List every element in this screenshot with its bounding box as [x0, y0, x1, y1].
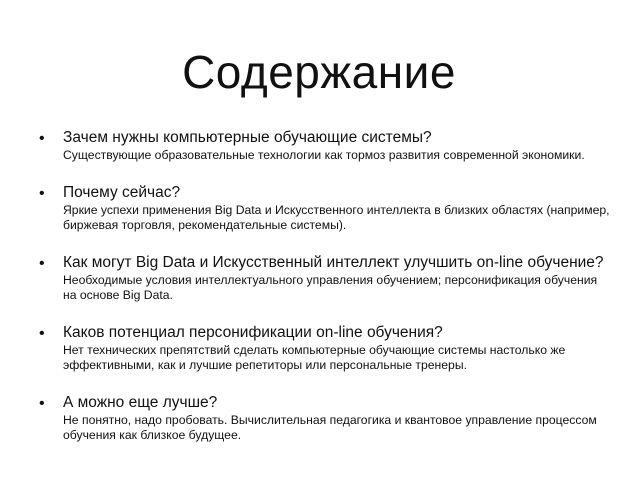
item-description: Не понятно, надо пробовать. Вычислительная педагогика и квантовое управление процессом обучения как близкое будущее. — [63, 412, 597, 442]
item-heading: Как могут Big Data и Искусственный интеллект улучшить on-line обучение? — [63, 253, 604, 271]
bullet-list — [38, 128, 613, 463]
bullet-icon: • — [39, 184, 45, 202]
bullet-icon: • — [39, 324, 45, 342]
item-heading: Зачем нужны компьютерные обучающие системы? — [63, 129, 432, 146]
item-description: Яркие успехи применения Big Data и Искусственного интеллекта в близких областях (например, биржевая торговля, рекомендательные системы). — [63, 202, 610, 232]
item-heading: Каков потенциал персонификации on-line обучения? — [63, 323, 443, 341]
bullet-icon: • — [39, 130, 45, 147]
list-item — [38, 253, 613, 304]
bullet-icon: • — [39, 254, 45, 272]
list-item — [38, 393, 613, 444]
list-item — [38, 323, 613, 374]
item-description: Необходимые условия интеллектуального управления обучением; персонификация обучения на основе Big Data. — [63, 272, 598, 302]
bullet-icon: • — [39, 394, 45, 412]
item-heading: А можно еще лучше? — [63, 393, 218, 411]
item-description: Существующие образовательные технологии как тормоз развития современной экономики. — [63, 148, 585, 162]
slide-title: Содержание — [182, 46, 456, 98]
list-item — [38, 128, 613, 164]
list-item — [38, 183, 613, 234]
item-description: Нет технических препятствий сделать компьютерные обучающие системы настолько же эффективными, как и лучшие репетиторы или персональные тренеры. — [63, 342, 566, 372]
item-heading: Почему сейчас? — [63, 183, 181, 201]
